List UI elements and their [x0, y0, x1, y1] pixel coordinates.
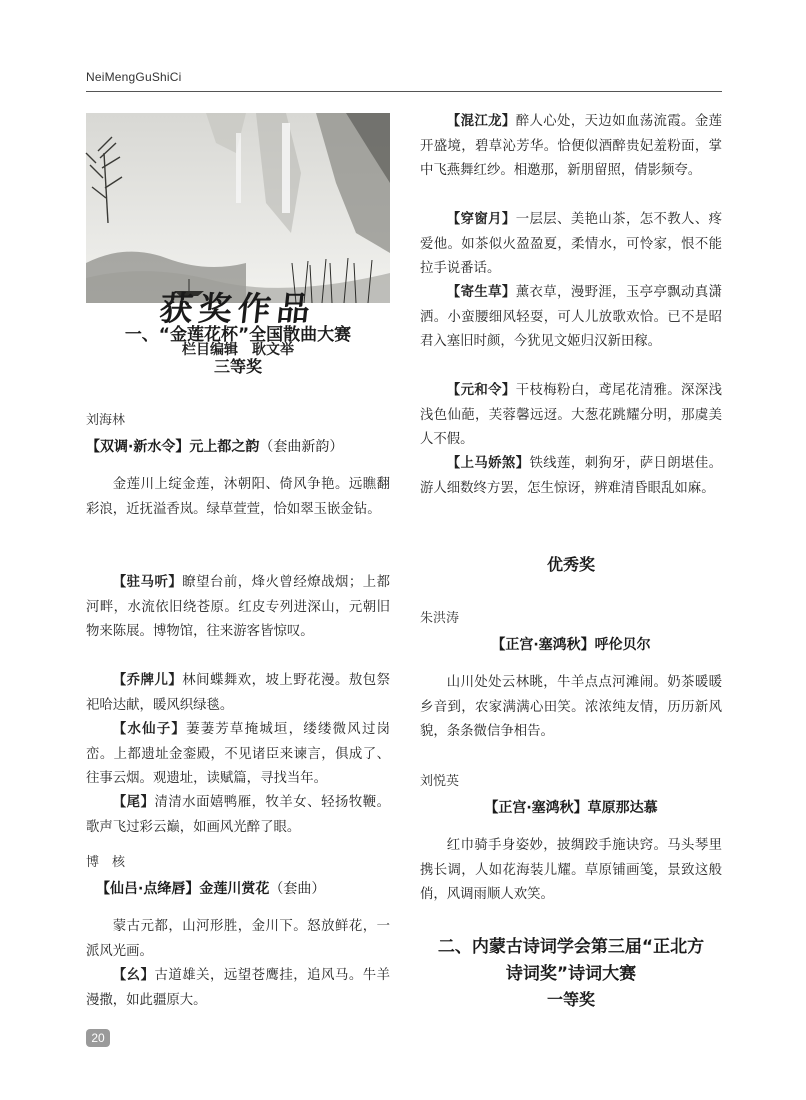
piece-title — [96, 878, 325, 898]
piece-title-text: 【双调·新水令】元上都之韵 — [86, 439, 260, 455]
header-rule — [86, 91, 722, 92]
piece-title: 【正宫·塞鸿秋】呼伦贝尔 — [491, 637, 651, 653]
piece-title-text: 【仙吕·点绛唇】金莲川赏花 — [96, 881, 270, 897]
section-2-title-line2: 诗词奖”诗词大赛 — [505, 964, 637, 984]
banner-title: 获奖作品 — [157, 289, 318, 328]
section-1-title: 一、“金莲花杯”全国散曲大赛 — [124, 325, 352, 345]
poem-paragraph: 【水仙子】萋萋芳草掩城垣，缕缕微风过岗峦。上都遗址金銮殿，不见诸臣来谏言，俱成了、往事云烟。观遗址，读赋篇，寻找当年。 — [86, 722, 390, 786]
author-name: 朱洪涛 — [420, 611, 460, 626]
excellent-prize-heading: 优秀奖 — [546, 555, 595, 574]
author-name: 刘海林 — [86, 413, 126, 428]
poem-paragraph: 蒙古元都，山河形胜，金川下。怒放鲜花，一派风光画。 — [86, 919, 390, 959]
poem-paragraph: 【乔牌儿】林间蝶舞欢，坡上野花漫。敖包祭祀哈达献，暖风织绿毯。 — [86, 673, 391, 713]
first-prize-heading: 一等奖 — [546, 990, 595, 1009]
piece-note: （套曲） — [269, 881, 326, 897]
poem-paragraph: 【上马娇煞】铁线莲，刺狗牙，萨日朗堪佳。游人细数终方罢，怎生惊讶，辨难清昏眼乱如麻。 — [420, 456, 723, 496]
page-number: 20 — [86, 1029, 110, 1047]
poem-paragraph: 【元和令】干枝梅粉白，鸢尾花清雅。深深浅浅色仙葩，芙蓉馨远迓。大葱花跳耀分明，那虞美人不假。 — [420, 383, 723, 447]
piece-note: （套曲新韵） — [259, 439, 344, 455]
poem-paragraph: 山川处处云林眺，牛羊点点河滩闹。奶茶暖暖乡音到，农家满满心田笑。浓浓纯友情，历历新风貌，条条微信争相告。 — [420, 675, 722, 739]
poem-paragraph: 【尾】清清水面嬉鸭雁，牧羊女、轻扬牧鞭。歌声飞过彩云巅，如画风光醉了眼。 — [86, 795, 391, 835]
journal-header: NeiMengGuShiCi — [86, 70, 182, 84]
poem-paragraph: 【驻马听】瞭望台前，烽火曾经燎战烟；上都河畔，水流依旧绕苍原。红皮专列进深山，元朝旧物来陈展。博物馆，往来游客皆惊叹。 — [86, 575, 391, 639]
poem-paragraph: 【穿窗月】一层层、美艳山茶，怎不教人、疼爱他。如茶似火盈盈夏，柔情水，可怜家，恨不能拉手说番话。 — [420, 212, 723, 276]
poem-paragraph: 红巾骑手身姿妙，披绸跤手施诀窍。马头琴里携长调，人如花海装儿耀。草原铺画笺，景致这般俏，风调雨顺人欢笑。 — [420, 838, 722, 902]
author-name: 博 核 — [86, 855, 126, 870]
poem-paragraph: 金莲川上绽金莲，沐朝阳、倚风争艳。远瞧翻彩浪，近抚溢香岚。绿草萱萱，恰如翠玉嵌金钻。 — [86, 477, 390, 517]
poem-paragraph: 【混江龙】醉人心处，天边如血荡流霞。金莲开盛境，碧草沁芳华。恰便似酒醉贵妃羞粉面，掌中飞燕舞红纱。相邀那，新朋留照，倩影频夸。 — [420, 114, 723, 178]
section-2-title-line1: 二、内蒙古诗词学会第三届“正北方 — [437, 937, 705, 957]
author-name: 刘悦英 — [420, 774, 460, 789]
column-editor: 栏目编辑 耿文举 — [182, 342, 294, 358]
piece-title — [86, 436, 343, 456]
third-prize-heading: 三等奖 — [213, 357, 262, 376]
piece-title: 【正宫·塞鸿秋】草原那达慕 — [484, 800, 658, 816]
ink-landscape-illustration — [86, 113, 390, 303]
poem-paragraph: 【幺】古道雄关，远望苍鹰挂，追风马。牛羊漫撒，如此疆原大。 — [86, 968, 391, 1008]
poem-paragraph: 【寄生草】薰衣草，漫野涯，玉亭亭飘动真潇洒。小蛮腰细风轻耍，可人儿放歌欢恰。已不是昭君入塞旧时颜，今犹见文姬归汉新田稼。 — [420, 285, 723, 349]
